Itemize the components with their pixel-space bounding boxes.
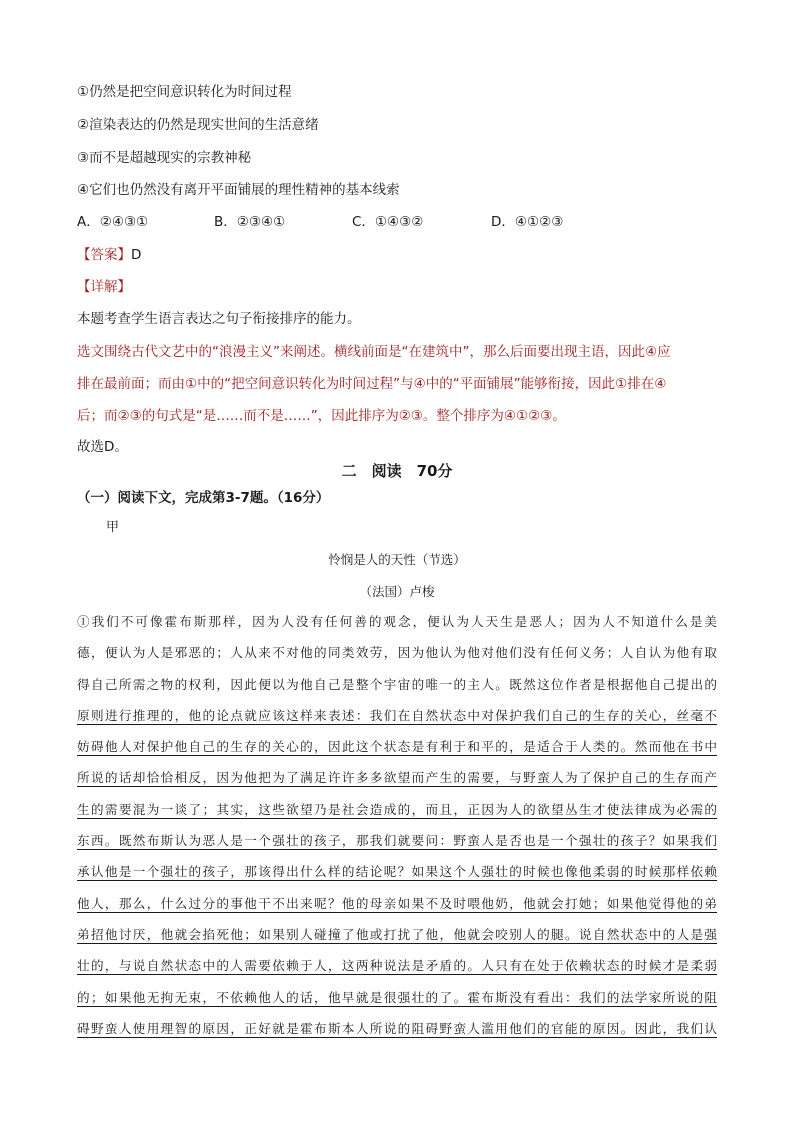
choices-row	[77, 212, 717, 232]
detail-line-3: 排在最前面；而由①中的“把空间意识转化为时间过程”与④中的“平面铺展”能够衔接，因此①排在④	[77, 376, 667, 392]
statement-2: ②渲染表达的仍然是现实世间的生活意绪	[77, 117, 319, 133]
paragraph-line: 弟招他讨厌，他就会掐死他；如果别人碰撞了他或打扰了他，他就会咬别人的腿。说自然状态中的人是强	[77, 926, 717, 942]
answer-value: D	[131, 247, 142, 263]
paragraph-line: 妨碍他人对保护他自己的生存的关心的，因此这个状态是有利于和平的，是适合于人类的。然而他在书中	[77, 739, 717, 755]
paragraph-line: 承认他是一个强壮的孩子，那该得出什么样的结论呢？如果这个人强壮的时候也像他柔弱的时候那样依赖	[77, 864, 717, 880]
statement-1: ①仍然是把空间意识转化为时间过程	[77, 84, 292, 100]
detail-label: 【详解】	[77, 279, 131, 295]
detail-line-2: 选文围绕古代文艺中的“浪漫主义”来阐述。横线前面是“在建筑中”，那么后面要出现主语，因此④应	[77, 344, 671, 360]
paragraph-line: 他人，那么，什么过分的事他干不出来呢？他的母亲如果不及时喂他奶，他就会打她；如果他觉得他的弟	[77, 895, 717, 911]
paragraph-line: 壮的，与说自然状态中的人需要依赖于人，这两种说法是矛盾的。人只有在处于依赖状态的时候才是柔弱	[77, 958, 717, 974]
answer-label: 【答案】	[77, 247, 131, 263]
paragraph-line: ①我们不可像霍布斯那样，因为人没有任何善的观念，便认为人天生是恶人；因为人不知道什么是美	[77, 614, 717, 629]
choice-b: B．②③④①	[214, 214, 286, 230]
article-paragraph	[77, 606, 717, 1044]
detail-line-5: 故选D。	[77, 439, 128, 455]
passage-marker: 甲	[106, 520, 120, 535]
choice-c: C．①④③②	[352, 214, 424, 230]
section-subheading: （一）阅读下文，完成第3-7题。（16分）	[77, 490, 330, 506]
answer-line	[77, 245, 141, 265]
paragraph-line: 碍野蛮人使用理智的原因，正好就是霍布斯本人所说的阻碍野蛮人滥用他们的官能的原因。因此，我们认	[77, 1020, 717, 1036]
statement-3: ③而不是超越现实的宗教神秘	[77, 150, 252, 166]
choice-a: A．②④③①	[77, 214, 149, 230]
paragraph-line: 德，便认为人是邪恶的；人从来不对他的同类效劳，因为他认为他对他们没有任何义务；人自认为他有取	[77, 645, 717, 661]
detail-line-1: 本题考查学生语言表达之句子衔接排序的能力。	[77, 311, 361, 327]
paragraph-line: 的；如果他无拘无束，不依赖他人的话，他早就是很强壮的了。霍布斯没有看出：我们的法学家所说的阻	[77, 989, 717, 1005]
article-title: 怜悯是人的天性（节选）	[328, 552, 466, 567]
choice-d: D．④①②③	[491, 214, 564, 230]
paragraph-line: 东西。既然布斯认为恶人是一个强壮的孩子，那我们就要问：野蛮人是否也是一个强壮的孩子？如果我们	[77, 833, 717, 849]
paragraph-line: 所说的话却恰恰相反，因为他把为了满足许许多多欲望而产生的需要，与野蛮人为了保护自己的生存而产	[77, 770, 717, 786]
paragraph-line: 生的需要混为一谈了；其实，这些欲望乃是社会造成的，而且，正因为人的欲望丛生才使法律成为必需的	[77, 801, 717, 817]
paragraph-line: 得自己所需之物的权利，因此便以为他自己是整个宇宙的唯一的主人。既然这位作者是根据他自己提出的	[77, 676, 717, 692]
section-heading: 二 阅读 70分	[341, 462, 453, 480]
paragraph-line: 原则进行推理的，他的论点就应该这样来表述：我们在自然状态中对保护我们自己的生存的关心，丝毫不	[77, 707, 717, 723]
detail-line-4: 后；而②③的句式是“是……而不是……”，因此排序为②③。整个排序为④①②③。	[77, 408, 566, 424]
article-author: （法国）卢梭	[359, 584, 435, 599]
statement-4: ④它们也仍然没有离开平面铺展的理性精神的基本线索	[77, 182, 400, 198]
